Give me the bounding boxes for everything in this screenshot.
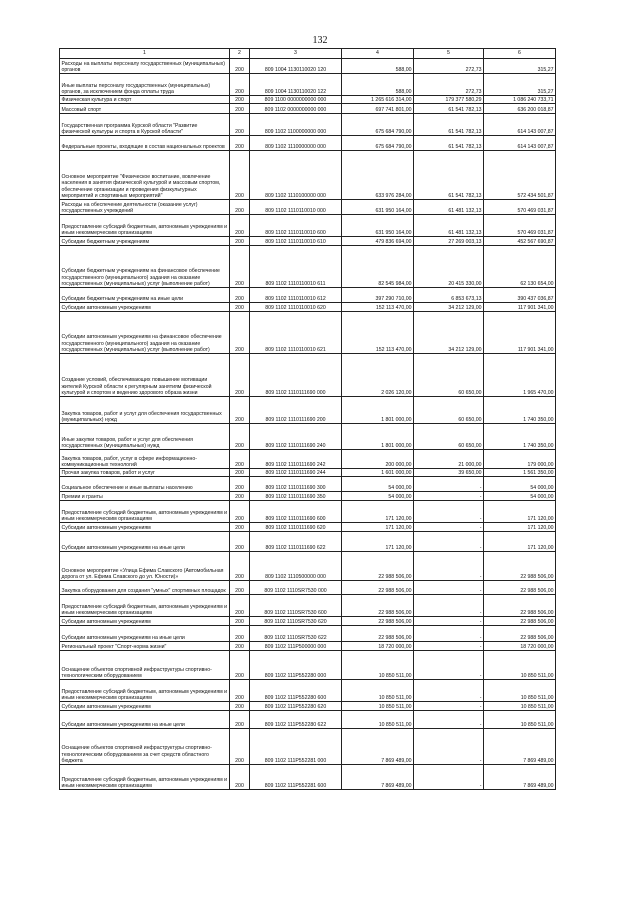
row-amount-remaining-cell: 1 561 350,00 <box>484 469 556 477</box>
row-kind-cell: 200 <box>230 680 250 702</box>
row-kind-cell: 200 <box>230 626 250 642</box>
row-amount-approved-cell: 675 684 790,00 <box>342 114 414 136</box>
row-amount-approved-cell: 479 836 694,00 <box>342 237 414 246</box>
row-code-cell: 809 1102 111P552280 622 <box>250 711 342 729</box>
row-kind-cell: 200 <box>230 711 250 729</box>
row-amount-executed-cell: 272,73 <box>414 74 484 96</box>
row-amount-executed-cell: - <box>414 651 484 680</box>
row-name-cell: Государственная программа Курской области "Развитие физической культуры и спорта в Курской области" <box>60 114 230 136</box>
row-amount-executed-cell: 27 269 003,13 <box>414 237 484 246</box>
row-kind-cell: 200 <box>230 59 250 74</box>
row-amount-approved-cell: 10 850 511,00 <box>342 711 414 729</box>
row-name-cell: Предоставление субсидий бюджетным, автономным учреждениям и иным некоммерческим организациям <box>60 215 230 237</box>
row-kind-cell: 200 <box>230 765 250 790</box>
table-row <box>60 215 556 237</box>
row-amount-executed-cell: - <box>414 765 484 790</box>
row-amount-executed-cell: - <box>414 702 484 711</box>
table-row <box>60 702 556 711</box>
row-code-cell: 809 1102 1110111690 000 <box>250 354 342 397</box>
row-code-cell: 809 1102 1110111690 200 <box>250 397 342 424</box>
row-amount-approved-cell: 10 850 511,00 <box>342 702 414 711</box>
row-kind-cell: 200 <box>230 136 250 151</box>
row-amount-approved-cell: 171 120,00 <box>342 532 414 552</box>
row-kind-cell: 200 <box>230 729 250 765</box>
row-name-cell: Субсидии бюджетным учреждениям <box>60 237 230 246</box>
row-amount-executed-cell: - <box>414 477 484 492</box>
row-amount-executed-cell: 60 650,00 <box>414 424 484 450</box>
table-row <box>60 303 556 312</box>
row-kind-cell: 200 <box>230 246 250 288</box>
row-kind-cell: 200 <box>230 492 250 501</box>
row-amount-approved-cell: 697 741 801,00 <box>342 104 414 114</box>
table-row <box>60 104 556 114</box>
row-name-cell: Закупка оборудования для создания "умных" спортивных площадок <box>60 581 230 595</box>
row-amount-remaining-cell: 117 901 341,00 <box>484 303 556 312</box>
row-amount-approved-cell: 22 988 506,00 <box>342 595 414 617</box>
row-amount-approved-cell: 152 113 470,00 <box>342 303 414 312</box>
row-amount-remaining-cell: 614 143 007,87 <box>484 114 556 136</box>
row-name-cell: Массовый спорт <box>60 104 230 114</box>
row-amount-approved-cell: 588,00 <box>342 59 414 74</box>
row-amount-executed-cell: 179 377 580,29 <box>414 96 484 104</box>
row-amount-approved-cell: 397 290 710,00 <box>342 288 414 303</box>
row-amount-remaining-cell: 636 200 018,87 <box>484 104 556 114</box>
table-row <box>60 651 556 680</box>
row-amount-approved-cell: 10 850 511,00 <box>342 651 414 680</box>
row-amount-executed-cell: 61 481 132,13 <box>414 200 484 215</box>
row-kind-cell: 200 <box>230 477 250 492</box>
row-amount-remaining-cell: 22 988 506,00 <box>484 626 556 642</box>
column-header: 1 <box>60 49 230 59</box>
row-kind-cell: 200 <box>230 501 250 523</box>
row-name-cell: Закупка товаров, работ, услуг в сфере информационно-коммуникационных технологий <box>60 450 230 469</box>
table-row <box>60 114 556 136</box>
table-row <box>60 312 556 354</box>
row-amount-approved-cell: 675 684 790,00 <box>342 136 414 151</box>
row-amount-remaining-cell: 315,27 <box>484 59 556 74</box>
row-amount-executed-cell: 60 650,00 <box>414 354 484 397</box>
row-code-cell: 809 1102 1110SR7530 600 <box>250 595 342 617</box>
row-code-cell: 809 1102 1110111690 350 <box>250 492 342 501</box>
row-code-cell: 809 1102 1110500000 000 <box>250 552 342 581</box>
table-row <box>60 200 556 215</box>
row-amount-executed-cell: 61 541 782,13 <box>414 114 484 136</box>
row-name-cell: Субсидии автономным учреждениям <box>60 303 230 312</box>
row-amount-executed-cell: 20 415 330,00 <box>414 246 484 288</box>
row-kind-cell: 200 <box>230 595 250 617</box>
table-header <box>60 49 556 59</box>
row-name-cell: Предоставление субсидий бюджетным, автономным учреждениям и иным некоммерческим организациям <box>60 501 230 523</box>
row-amount-executed-cell: 61 481 132,13 <box>414 215 484 237</box>
row-amount-executed-cell: - <box>414 523 484 532</box>
row-amount-executed-cell: 272,73 <box>414 59 484 74</box>
row-amount-executed-cell: 61 541 782,13 <box>414 151 484 200</box>
table-row <box>60 532 556 552</box>
row-name-cell: Прочая закупка товаров, работ и услуг <box>60 469 230 477</box>
row-name-cell: Федеральные проекты, входящие в состав национальных проектов <box>60 136 230 151</box>
table-row <box>60 59 556 74</box>
row-code-cell: 809 1102 1110100000 000 <box>250 151 342 200</box>
row-code-cell: 809 1102 1110110010 612 <box>250 288 342 303</box>
row-kind-cell: 200 <box>230 104 250 114</box>
table-row <box>60 711 556 729</box>
row-code-cell: 809 1102 1110111690 300 <box>250 477 342 492</box>
table-row <box>60 74 556 96</box>
row-amount-approved-cell: 1 601 000,00 <box>342 469 414 477</box>
row-amount-remaining-cell: 1 740 350,00 <box>484 397 556 424</box>
row-amount-executed-cell: - <box>414 501 484 523</box>
row-kind-cell: 200 <box>230 469 250 477</box>
row-name-cell: Основное мероприятие "Физическое воспитание, вовлечение населения в занятия физической культурой и массовым спортом, обеспечение организации и проведения физкультурных мероприятий и спортивных мероприятий" <box>60 151 230 200</box>
row-code-cell: 809 1102 1110111690 622 <box>250 532 342 552</box>
row-code-cell: 809 1102 1110110010 621 <box>250 312 342 354</box>
row-kind-cell: 200 <box>230 617 250 626</box>
row-amount-executed-cell: - <box>414 617 484 626</box>
row-amount-executed-cell: - <box>414 680 484 702</box>
table-row <box>60 595 556 617</box>
row-kind-cell: 200 <box>230 215 250 237</box>
row-code-cell: 809 1102 1110111690 244 <box>250 469 342 477</box>
row-amount-approved-cell: 7 869 489,00 <box>342 729 414 765</box>
row-name-cell: Субсидии автономным учреждениям на иные цели <box>60 532 230 552</box>
row-amount-remaining-cell: 22 988 506,00 <box>484 595 556 617</box>
row-amount-remaining-cell: 1 965 470,00 <box>484 354 556 397</box>
table-row <box>60 552 556 581</box>
row-amount-approved-cell: 171 120,00 <box>342 523 414 532</box>
row-code-cell: 809 1102 1110110010 000 <box>250 200 342 215</box>
row-amount-remaining-cell: 54 000,00 <box>484 477 556 492</box>
row-name-cell: Предоставление субсидий бюджетным, автономным учреждениям и иным некоммерческим организациям <box>60 595 230 617</box>
row-amount-executed-cell: 6 853 673,13 <box>414 288 484 303</box>
row-kind-cell: 200 <box>230 642 250 651</box>
row-amount-remaining-cell: 117 901 341,00 <box>484 312 556 354</box>
row-amount-remaining-cell: 10 850 511,00 <box>484 680 556 702</box>
row-kind-cell: 200 <box>230 200 250 215</box>
row-kind-cell: 200 <box>230 303 250 312</box>
row-kind-cell: 200 <box>230 151 250 200</box>
row-kind-cell: 200 <box>230 450 250 469</box>
row-name-cell: Региональный проект "Спорт-норма жизни" <box>60 642 230 651</box>
row-amount-approved-cell: 22 988 506,00 <box>342 581 414 595</box>
table-row <box>60 469 556 477</box>
row-amount-approved-cell: 152 113 470,00 <box>342 312 414 354</box>
row-amount-approved-cell: 200 000,00 <box>342 450 414 469</box>
row-amount-remaining-cell: 315,27 <box>484 74 556 96</box>
table-row <box>60 680 556 702</box>
row-amount-remaining-cell: 22 988 506,00 <box>484 617 556 626</box>
row-code-cell: 809 1102 1100000000 000 <box>250 114 342 136</box>
row-amount-approved-cell: 22 988 506,00 <box>342 626 414 642</box>
row-kind-cell: 200 <box>230 523 250 532</box>
row-amount-executed-cell: - <box>414 492 484 501</box>
row-name-cell: Субсидии бюджетным учреждениям на иные цели <box>60 288 230 303</box>
table-row <box>60 765 556 790</box>
table-row <box>60 424 556 450</box>
row-kind-cell: 200 <box>230 237 250 246</box>
row-amount-remaining-cell: 390 437 036,87 <box>484 288 556 303</box>
row-amount-approved-cell: 82 545 984,00 <box>342 246 414 288</box>
row-amount-executed-cell: 61 541 782,13 <box>414 104 484 114</box>
row-code-cell: 809 1102 1110SR7530 000 <box>250 581 342 595</box>
row-name-cell: Субсидии автономным учреждениям на финансовое обеспечение государственного (муниципального) задания на оказание государственных (муниципальных) услуг (выполнение работ) <box>60 312 230 354</box>
row-amount-remaining-cell: 18 720 000,00 <box>484 642 556 651</box>
table-row <box>60 96 556 104</box>
row-amount-approved-cell: 1 801 000,00 <box>342 397 414 424</box>
table-row <box>60 246 556 288</box>
row-code-cell: 809 1100 0000000000 000 <box>250 96 342 104</box>
row-name-cell: Субсидии автономным учреждениям на иные цели <box>60 626 230 642</box>
row-amount-remaining-cell: 10 850 511,00 <box>484 651 556 680</box>
row-amount-remaining-cell: 171 120,00 <box>484 532 556 552</box>
row-name-cell: Субсидии автономным учреждениям на иные цели <box>60 711 230 729</box>
row-name-cell: Социальное обеспечение и иные выплаты населению <box>60 477 230 492</box>
table-row <box>60 397 556 424</box>
row-kind-cell: 200 <box>230 532 250 552</box>
row-amount-remaining-cell: 7 869 489,00 <box>484 765 556 790</box>
column-header: 4 <box>342 49 414 59</box>
row-amount-remaining-cell: 570 469 031,87 <box>484 200 556 215</box>
row-amount-approved-cell: 2 026 120,00 <box>342 354 414 397</box>
row-amount-remaining-cell: 171 120,00 <box>484 523 556 532</box>
table-row <box>60 450 556 469</box>
row-amount-executed-cell: - <box>414 626 484 642</box>
row-code-cell: 809 1102 1110111690 620 <box>250 523 342 532</box>
row-amount-approved-cell: 22 988 506,00 <box>342 552 414 581</box>
row-amount-remaining-cell: 62 130 654,00 <box>484 246 556 288</box>
row-kind-cell: 200 <box>230 397 250 424</box>
row-name-cell: Создание условий, обеспечивающих повышение мотивации жителей Курской области к регулярным занятиям физической культурой и спортом и ведению здорового образа жизни <box>60 354 230 397</box>
column-header: 2 <box>230 49 250 59</box>
row-name-cell: Расходы на выплаты персоналу государственных (муниципальных) органов <box>60 59 230 74</box>
row-amount-remaining-cell: 171 120,00 <box>484 501 556 523</box>
budget-table <box>59 48 556 790</box>
row-amount-approved-cell: 631 950 164,00 <box>342 200 414 215</box>
row-kind-cell: 200 <box>230 651 250 680</box>
row-amount-remaining-cell: 1 086 240 733,71 <box>484 96 556 104</box>
row-name-cell: Иные закупки товаров, работ и услуг для обеспечения государственных (муниципальных) нужд <box>60 424 230 450</box>
row-amount-approved-cell: 633 976 284,00 <box>342 151 414 200</box>
table-row <box>60 523 556 532</box>
row-kind-cell: 200 <box>230 552 250 581</box>
row-kind-cell: 200 <box>230 312 250 354</box>
row-name-cell: Физическая культура и спорт <box>60 96 230 104</box>
row-name-cell: Субсидии автономным учреждениям <box>60 617 230 626</box>
row-name-cell: Оснащение объектов спортивной инфраструктуры спортивно-технологическим оборудованием <box>60 651 230 680</box>
row-name-cell: Основное мероприятие «Улица Ефима Славского (Автомобильная дорога от ул. Ефима Славского до ул. Юности)» <box>60 552 230 581</box>
row-amount-executed-cell: - <box>414 581 484 595</box>
row-code-cell: 809 1102 111P552281 000 <box>250 729 342 765</box>
page-number: 132 <box>312 35 328 46</box>
row-name-cell: Предоставление субсидий бюджетным, автономным учреждениям и иным некоммерческим организациям <box>60 680 230 702</box>
row-amount-remaining-cell: 7 869 489,00 <box>484 729 556 765</box>
row-kind-cell: 200 <box>230 702 250 711</box>
row-kind-cell: 200 <box>230 354 250 397</box>
table-row <box>60 477 556 492</box>
row-amount-remaining-cell: 570 469 031,87 <box>484 215 556 237</box>
column-header: 6 <box>484 49 556 59</box>
column-header: 3 <box>250 49 342 59</box>
row-code-cell: 809 1102 111P552280 600 <box>250 680 342 702</box>
table-row <box>60 237 556 246</box>
table-row <box>60 581 556 595</box>
row-code-cell: 809 1102 1110000000 000 <box>250 136 342 151</box>
row-amount-remaining-cell: 10 850 511,00 <box>484 711 556 729</box>
row-kind-cell: 200 <box>230 581 250 595</box>
row-amount-remaining-cell: 452 567 690,87 <box>484 237 556 246</box>
table-row <box>60 151 556 200</box>
row-code-cell: 809 1102 111P552280 000 <box>250 651 342 680</box>
row-amount-approved-cell: 54 000,00 <box>342 477 414 492</box>
header-row <box>60 49 556 59</box>
row-amount-approved-cell: 1 265 616 314,00 <box>342 96 414 104</box>
row-name-cell: Закупка товаров, работ и услуг для обеспечения государственных (муниципальных) нужд <box>60 397 230 424</box>
row-name-cell: Субсидии бюджетным учреждениям на финансовое обеспечение государственного (муниципального) задания на оказание государственных (муниципальных) услуг (выполнение работ) <box>60 246 230 288</box>
row-code-cell: 809 1102 111P552281 600 <box>250 765 342 790</box>
row-amount-remaining-cell: 572 434 501,87 <box>484 151 556 200</box>
row-amount-executed-cell: - <box>414 532 484 552</box>
row-amount-executed-cell: - <box>414 595 484 617</box>
row-code-cell: 809 1102 111P552280 620 <box>250 702 342 711</box>
row-name-cell: Иные выплаты персоналу государственных (муниципальных) органов, за исключением фонда оплаты труда <box>60 74 230 96</box>
row-name-cell: Расходы на обеспечение деятельности (оказание услуг) государственных учреждений <box>60 200 230 215</box>
row-amount-executed-cell: 21 000,00 <box>414 450 484 469</box>
row-amount-remaining-cell: 179 000,00 <box>484 450 556 469</box>
row-amount-executed-cell: - <box>414 711 484 729</box>
row-name-cell: Субсидии автономным учреждениям <box>60 702 230 711</box>
row-code-cell: 809 1102 1110110010 611 <box>250 246 342 288</box>
table-row <box>60 501 556 523</box>
row-kind-cell: 200 <box>230 96 250 104</box>
row-code-cell: 809 1102 1110111690 242 <box>250 450 342 469</box>
row-amount-approved-cell: 7 869 489,00 <box>342 765 414 790</box>
row-amount-remaining-cell: 614 143 007,87 <box>484 136 556 151</box>
row-name-cell: Субсидии автономным учреждениям <box>60 523 230 532</box>
row-kind-cell: 200 <box>230 424 250 450</box>
row-kind-cell: 200 <box>230 288 250 303</box>
row-amount-remaining-cell: 1 740 350,00 <box>484 424 556 450</box>
row-amount-executed-cell: - <box>414 642 484 651</box>
row-code-cell: 809 1102 1110111690 600 <box>250 501 342 523</box>
row-amount-executed-cell: - <box>414 552 484 581</box>
table-body <box>60 59 556 790</box>
row-amount-approved-cell: 631 950 164,00 <box>342 215 414 237</box>
row-amount-remaining-cell: 22 988 506,00 <box>484 581 556 595</box>
row-code-cell: 809 1102 0000000000 000 <box>250 104 342 114</box>
row-code-cell: 809 1102 1110110010 600 <box>250 215 342 237</box>
row-amount-executed-cell: 39 650,00 <box>414 469 484 477</box>
row-amount-remaining-cell: 10 850 511,00 <box>484 702 556 711</box>
row-name-cell: Премии и гранты <box>60 492 230 501</box>
row-code-cell: 809 1102 1110110010 620 <box>250 303 342 312</box>
row-amount-approved-cell: 588,00 <box>342 74 414 96</box>
row-name-cell: Предоставление субсидий бюджетным, автономным учреждениям и иным некоммерческим организациям <box>60 765 230 790</box>
row-amount-executed-cell: 60 650,00 <box>414 397 484 424</box>
row-code-cell: 809 1004 1130110020 120 <box>250 59 342 74</box>
row-amount-executed-cell: 34 212 129,00 <box>414 312 484 354</box>
row-code-cell: 809 1102 1110111690 240 <box>250 424 342 450</box>
row-amount-approved-cell: 171 120,00 <box>342 501 414 523</box>
row-amount-approved-cell: 10 850 511,00 <box>342 680 414 702</box>
row-amount-remaining-cell: 22 988 506,00 <box>484 552 556 581</box>
table-row <box>60 136 556 151</box>
row-amount-approved-cell: 18 720 000,00 <box>342 642 414 651</box>
row-amount-executed-cell: 61 541 782,13 <box>414 136 484 151</box>
table-row <box>60 288 556 303</box>
table-row <box>60 617 556 626</box>
row-amount-executed-cell: - <box>414 729 484 765</box>
row-amount-approved-cell: 1 801 000,00 <box>342 424 414 450</box>
row-kind-cell: 200 <box>230 74 250 96</box>
row-name-cell: Оснащение объектов спортивной инфраструктуры спортивно-технологическим оборудованием за счет средств областного бюджета <box>60 729 230 765</box>
table-row <box>60 354 556 397</box>
row-code-cell: 809 1102 1110SR7530 620 <box>250 617 342 626</box>
row-code-cell: 809 1102 111P500000 000 <box>250 642 342 651</box>
table-row <box>60 729 556 765</box>
row-code-cell: 809 1102 1110SR7530 622 <box>250 626 342 642</box>
row-kind-cell: 200 <box>230 114 250 136</box>
table-row <box>60 492 556 501</box>
row-amount-executed-cell: 34 212 129,00 <box>414 303 484 312</box>
column-header: 5 <box>414 49 484 59</box>
table-row <box>60 642 556 651</box>
table-row <box>60 626 556 642</box>
row-amount-approved-cell: 54 000,00 <box>342 492 414 501</box>
row-code-cell: 809 1004 1130110020 122 <box>250 74 342 96</box>
row-amount-approved-cell: 22 988 506,00 <box>342 617 414 626</box>
row-amount-remaining-cell: 54 000,00 <box>484 492 556 501</box>
row-code-cell: 809 1102 1110110010 610 <box>250 237 342 246</box>
